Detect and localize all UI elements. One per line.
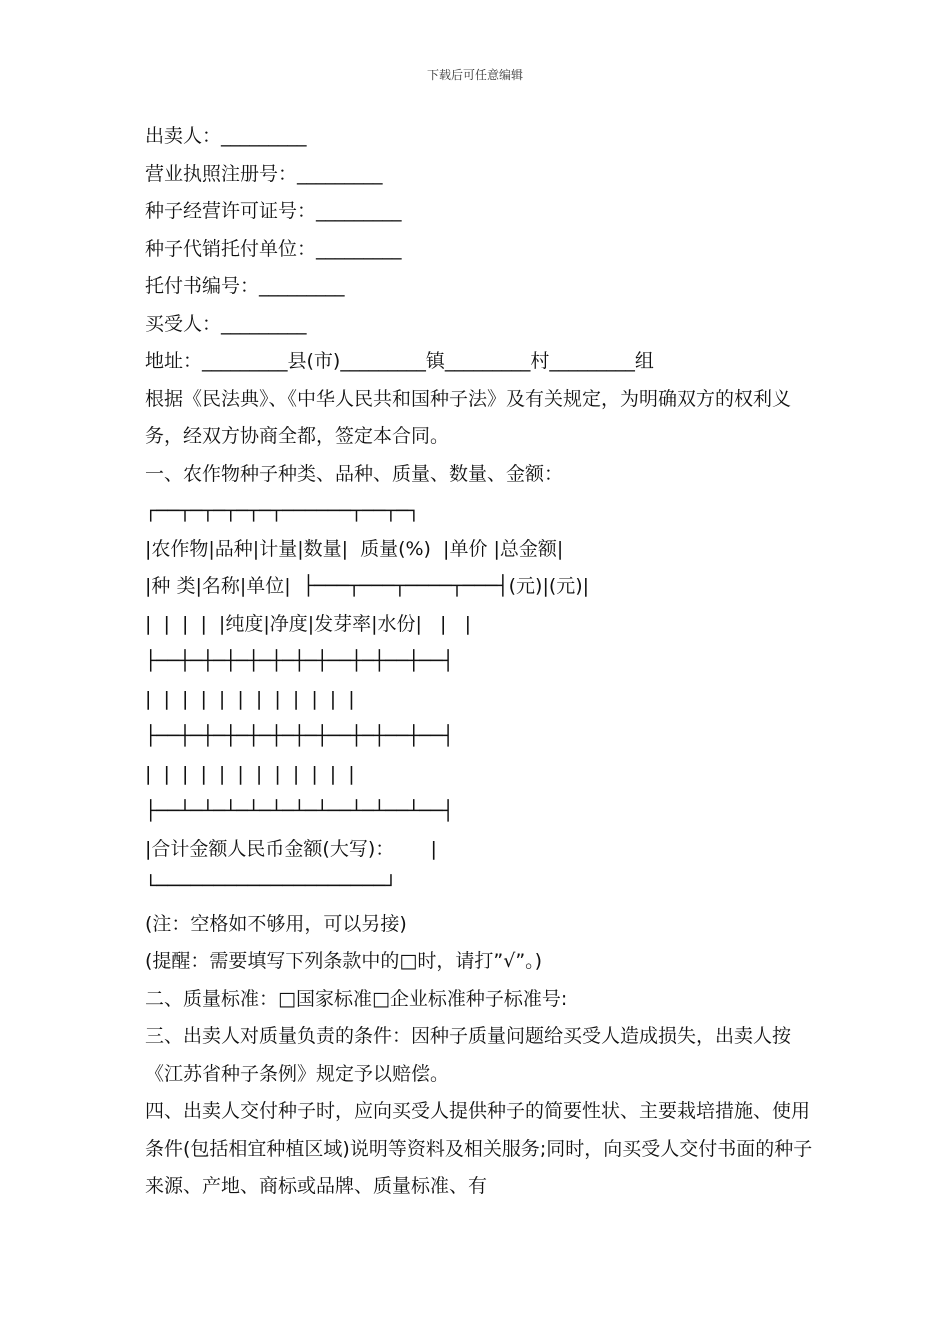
contract-body bbox=[145, 118, 825, 1206]
text-table bbox=[145, 493, 825, 906]
table-line: ├──┼─┼─┼─┼─┼─┼─┼──┼─┼──┼──┤ bbox=[145, 725, 454, 747]
section-2: 二、质量标准：□国家标准□企业标准种子标准号: bbox=[145, 987, 568, 1010]
consignment-unit-field: 种子代销托付单位：_________ bbox=[145, 237, 402, 260]
intro-paragraph: 根据《民法典》、《中华人民共和国种子法》及有关规定，为明确双方的权利义务，经双方协商全都，签定本合同。 bbox=[145, 387, 792, 447]
table-line: ┌──┬─┬─┬─┬─┬──────┬──┬─┐ bbox=[145, 500, 420, 522]
table-line: |农作物|品种|计量|数量| 质量(%) |单价 |总金额| bbox=[145, 537, 564, 560]
table-line: | | | | | | | | | | | | bbox=[145, 762, 355, 785]
consignment-number-field: 托付书编号：_________ bbox=[145, 275, 345, 297]
table-line: └────────────────────┘ bbox=[145, 875, 397, 897]
address-field: 地址：_________县(市)_________镇_________村_________组 bbox=[145, 350, 654, 372]
section-3: 三、出卖人对质量负责的条件：因种子质量问题给买受人造成损失，出卖人按《江苏省种子条例》规定予以赔偿。 bbox=[145, 1025, 792, 1085]
seller-field: 出卖人：_________ bbox=[145, 125, 307, 147]
buyer-field: 买受人：_________ bbox=[145, 312, 307, 335]
business-license-field: 营业执照注册号：_________ bbox=[145, 162, 383, 185]
section-4: 四、出卖人交付种子时，应向买受人提供种子的简要性状、主要栽培措施、使用条件(包括相宜种植区域)说明等资料及相关服务;同时，向买受人交付书面的种子来源、产地、商标或品牌、质量标准、有 bbox=[145, 1100, 813, 1197]
table-line: | | | | | | | | | | | | bbox=[145, 687, 355, 710]
note: (注：空格如不够用，可以另接) bbox=[145, 912, 407, 935]
page-header: 下载后可任意编辑 bbox=[426, 68, 523, 82]
table-line: ├──┼─┼─┼─┼─┼─┼─┼──┼─┼──┼──┤ bbox=[145, 650, 454, 672]
table-line: ├──┴─┴─┴─┴─┴─┴─┴──┴─┴──┴──┤ bbox=[145, 800, 454, 822]
section-1-title: 一、农作物种子种类、品种、质量、数量、金额： bbox=[145, 462, 564, 485]
reminder: (提醒：需要填写下列条款中的□时，请打”√”。) bbox=[145, 950, 543, 972]
seed-permit-field: 种子经营许可证号：_________ bbox=[145, 200, 402, 222]
table-line: | | | | |纯度|净度|发芽率|水份| | | bbox=[145, 612, 471, 635]
table-line: |种 类|名称|单位| ├───┬───┬────┬───┤(元)|(元)| bbox=[145, 575, 590, 597]
table-line: |合计金额人民币金额(大写)： | bbox=[145, 837, 437, 860]
